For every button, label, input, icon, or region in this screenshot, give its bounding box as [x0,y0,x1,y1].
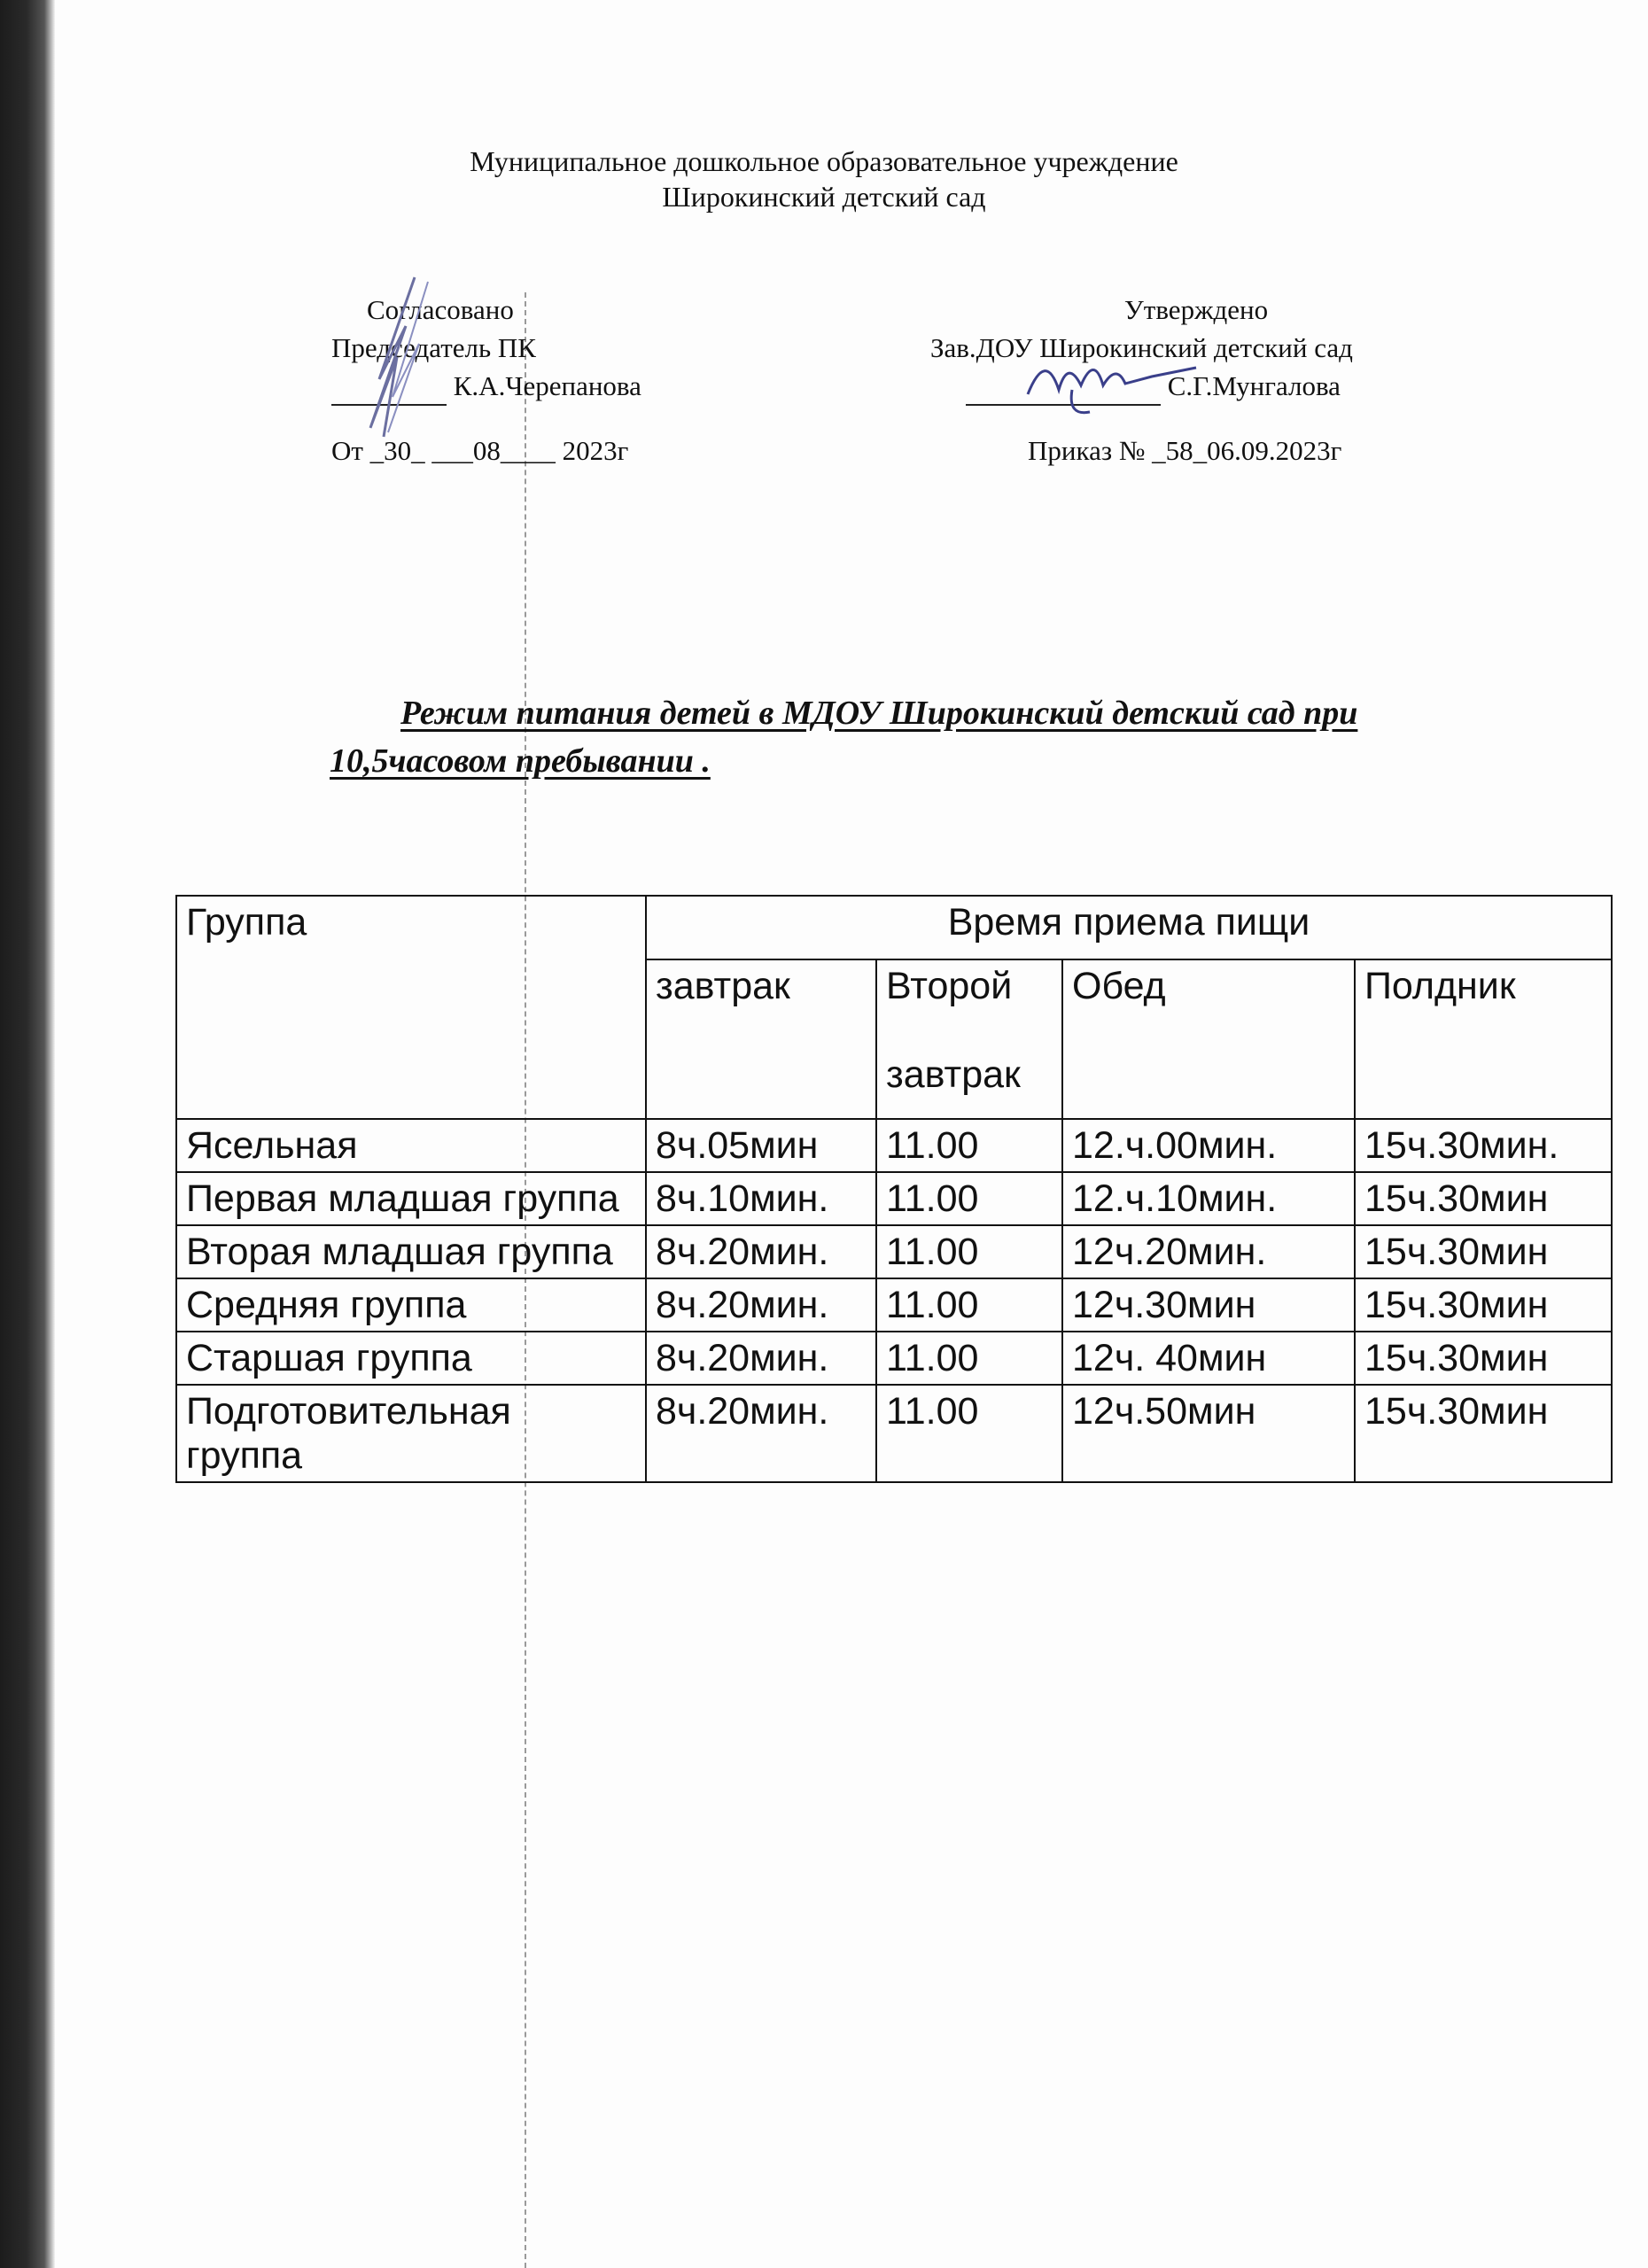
meal-time-header: Время приема пищи [646,896,1612,959]
second-breakfast-word-1: Второй [886,965,1013,1007]
second-breakfast-word-2: завтрак [886,1053,1021,1096]
table-row [176,1225,1612,1278]
approved-signatory: С.Г.Мунгалова [1167,370,1341,401]
snack-cell: 15ч.30мин. [1355,1119,1612,1172]
second-breakfast-cell: 11.00 [876,1119,1062,1172]
snack-cell: 15ч.30мин [1355,1172,1612,1225]
second-breakfast-cell: 11.00 [876,1332,1062,1385]
lunch-cell: 12ч.20мин. [1062,1225,1355,1278]
second-breakfast-cell: 11.00 [876,1385,1062,1482]
second-breakfast-cell: 11.00 [876,1278,1062,1332]
group-cell: Старшая группа [176,1332,646,1385]
breakfast-cell: 8ч.20мин. [646,1332,876,1385]
signature-mark-right [1019,341,1214,421]
lunch-cell: 12ч.30мин [1062,1278,1355,1332]
lunch-cell: 12ч.50мин [1062,1385,1355,1482]
agreed-label: Согласовано [367,294,514,325]
breakfast-cell: 8ч.10мин. [646,1172,876,1225]
approved-label: Утверждено [1123,294,1269,325]
breakfast-cell: 8ч.20мин. [646,1385,876,1482]
second-breakfast-cell: 11.00 [876,1225,1062,1278]
document-title [330,689,1499,785]
table-header-row [176,896,1612,959]
table-row [176,1385,1612,1482]
snack-cell: 15ч.30мин [1355,1332,1612,1385]
signature-mark-left [344,273,441,441]
lunch-cell: 12.ч.00мин. [1062,1119,1355,1172]
title-line-2: 10,5часовом пребывании . [330,742,711,780]
group-cell: Первая младшая группа [176,1172,646,1225]
approved-order: Приказ № _58_06.09.2023г [1028,435,1342,466]
organization-header [266,144,1382,214]
breakfast-cell: 8ч.20мин. [646,1225,876,1278]
group-cell: Подготовительная группа [176,1385,646,1482]
group-cell: Ясельная [176,1119,646,1172]
table-row [176,1278,1612,1332]
scan-edge [0,0,55,2268]
organization-name: Муниципальное дошкольное образовательное учреждение [470,145,1178,177]
breakfast-header: завтрак [646,959,876,1119]
agreed-position: Председатель ПК [331,332,536,363]
approved-position: Зав.ДОУ Широкинский детский сад [930,332,1353,363]
second-breakfast-header [876,959,1062,1119]
second-breakfast-cell: 11.00 [876,1172,1062,1225]
lunch-cell: 12ч. 40мин [1062,1332,1355,1385]
table-row [176,1172,1612,1225]
group-column-header: Группа [176,896,646,1119]
organization-subname: Широкинский детский сад [662,181,986,213]
snack-header: Полдник [1355,959,1612,1119]
snack-cell: 15ч.30мин [1355,1225,1612,1278]
lunch-header: Обед [1062,959,1355,1119]
snack-cell: 15ч.30мин [1355,1385,1612,1482]
agreed-signatory: К.А.Черепанова [453,370,641,401]
meal-schedule-table [175,895,1613,1483]
snack-cell: 15ч.30мин [1355,1278,1612,1332]
table-row [176,1332,1612,1385]
group-cell: Вторая младшая группа [176,1225,646,1278]
breakfast-cell: 8ч.05мин [646,1119,876,1172]
lunch-cell: 12.ч.10мин. [1062,1172,1355,1225]
breakfast-cell: 8ч.20мин. [646,1278,876,1332]
table-row [176,1119,1612,1172]
title-line-1: Режим питания детей в МДОУ Широкинский детский сад при [400,695,1358,732]
group-cell: Средняя группа [176,1278,646,1332]
agreed-date: От _30_ ___08____ 2023г [331,435,629,466]
